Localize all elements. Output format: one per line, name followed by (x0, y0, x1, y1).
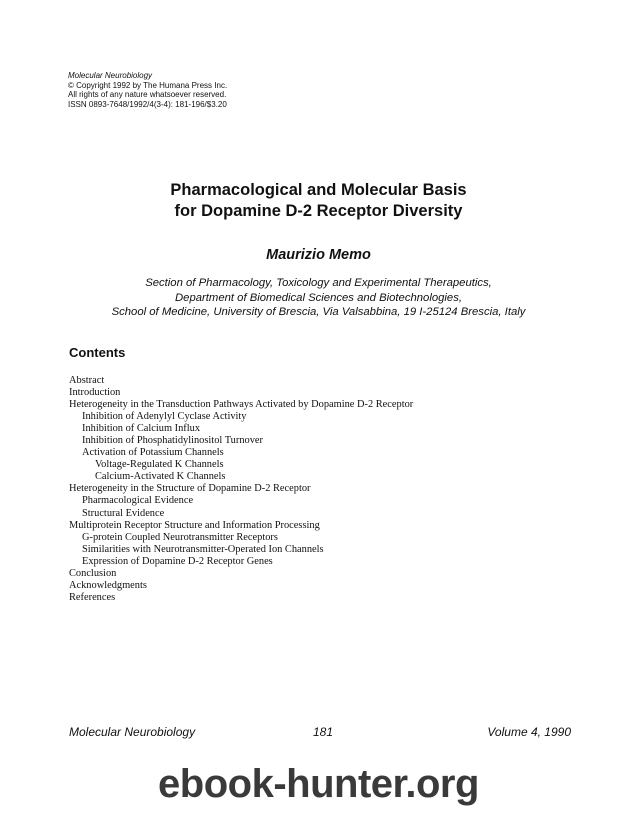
toc-item: G-protein Coupled Neurotransmitter Receptors (82, 531, 278, 543)
toc-item: Pharmacological Evidence (82, 495, 194, 507)
toc-item: Inhibition of Calcium Influx (82, 423, 201, 435)
affiliation-line-2: Department of Biomedical Sciences and Biotechnologies, (175, 291, 462, 304)
toc-item: Inhibition of Adenylyl Cyclase Activity (82, 411, 247, 423)
toc-item: Introduction (69, 387, 121, 399)
toc-item: Conclusion (69, 567, 117, 579)
contents-heading: Contents (69, 345, 126, 360)
header-rights: All rights of any nature whatsoever reserved. (68, 90, 227, 99)
author-name: Maurizio Memo (266, 247, 371, 263)
toc-item: Heterogeneity in the Transduction Pathways Activated by Dopamine D-2 Receptor (69, 399, 414, 411)
toc-item: Expression of Dopamine D-2 Receptor Genes (82, 555, 273, 567)
toc-item: References (69, 591, 116, 603)
page-number: 181 (313, 725, 334, 739)
journal-header (68, 71, 227, 109)
affiliation-line-1: Section of Pharmacology, Toxicology and Experimental Therapeutics, (145, 277, 492, 289)
author-affiliation (0, 276, 637, 320)
title-line-2: for Dopamine D-2 Receptor Diversity (174, 202, 463, 220)
toc-item: Calcium-Activated K Channels (95, 471, 226, 483)
toc-item: Structural Evidence (82, 507, 165, 519)
toc-item: Inhibition of Phosphatidylinositol Turnover (82, 435, 263, 447)
header-issn: ISSN 0893-7648/1992/4(3-4): 181-196/$3.20 (68, 99, 227, 109)
toc-item: Acknowledgments (69, 579, 147, 591)
toc-item: Voltage-Regulated K Channels (95, 459, 224, 471)
toc-item: Activation of Potassium Channels (82, 447, 224, 459)
watermark: ebook-hunter.org (158, 762, 479, 806)
header-journal-name: Molecular Neurobiology (68, 71, 153, 80)
toc-item: Similarities with Neurotransmitter-Operated Ion Channels (82, 543, 324, 555)
footer-journal: Molecular Neurobiology (69, 725, 196, 739)
title-line-1: Pharmacological and Molecular Basis (170, 181, 467, 199)
toc-item: Abstract (69, 375, 105, 386)
affiliation-line-3: School of Medicine, University of Brescia, Via Valsabbina, 19 I-25124 Brescia, Italy (111, 306, 526, 318)
page-footer (69, 725, 571, 739)
footer-volume: Volume 4, 1990 (487, 725, 571, 739)
article-title (0, 180, 637, 222)
table-of-contents (69, 375, 413, 604)
toc-item: Multiprotein Receptor Structure and Information Processing (69, 519, 320, 531)
header-copyright: © Copyright 1992 by The Humana Press Inc. (68, 80, 228, 90)
toc-item: Heterogeneity in the Structure of Dopamine D-2 Receptor (69, 483, 311, 495)
